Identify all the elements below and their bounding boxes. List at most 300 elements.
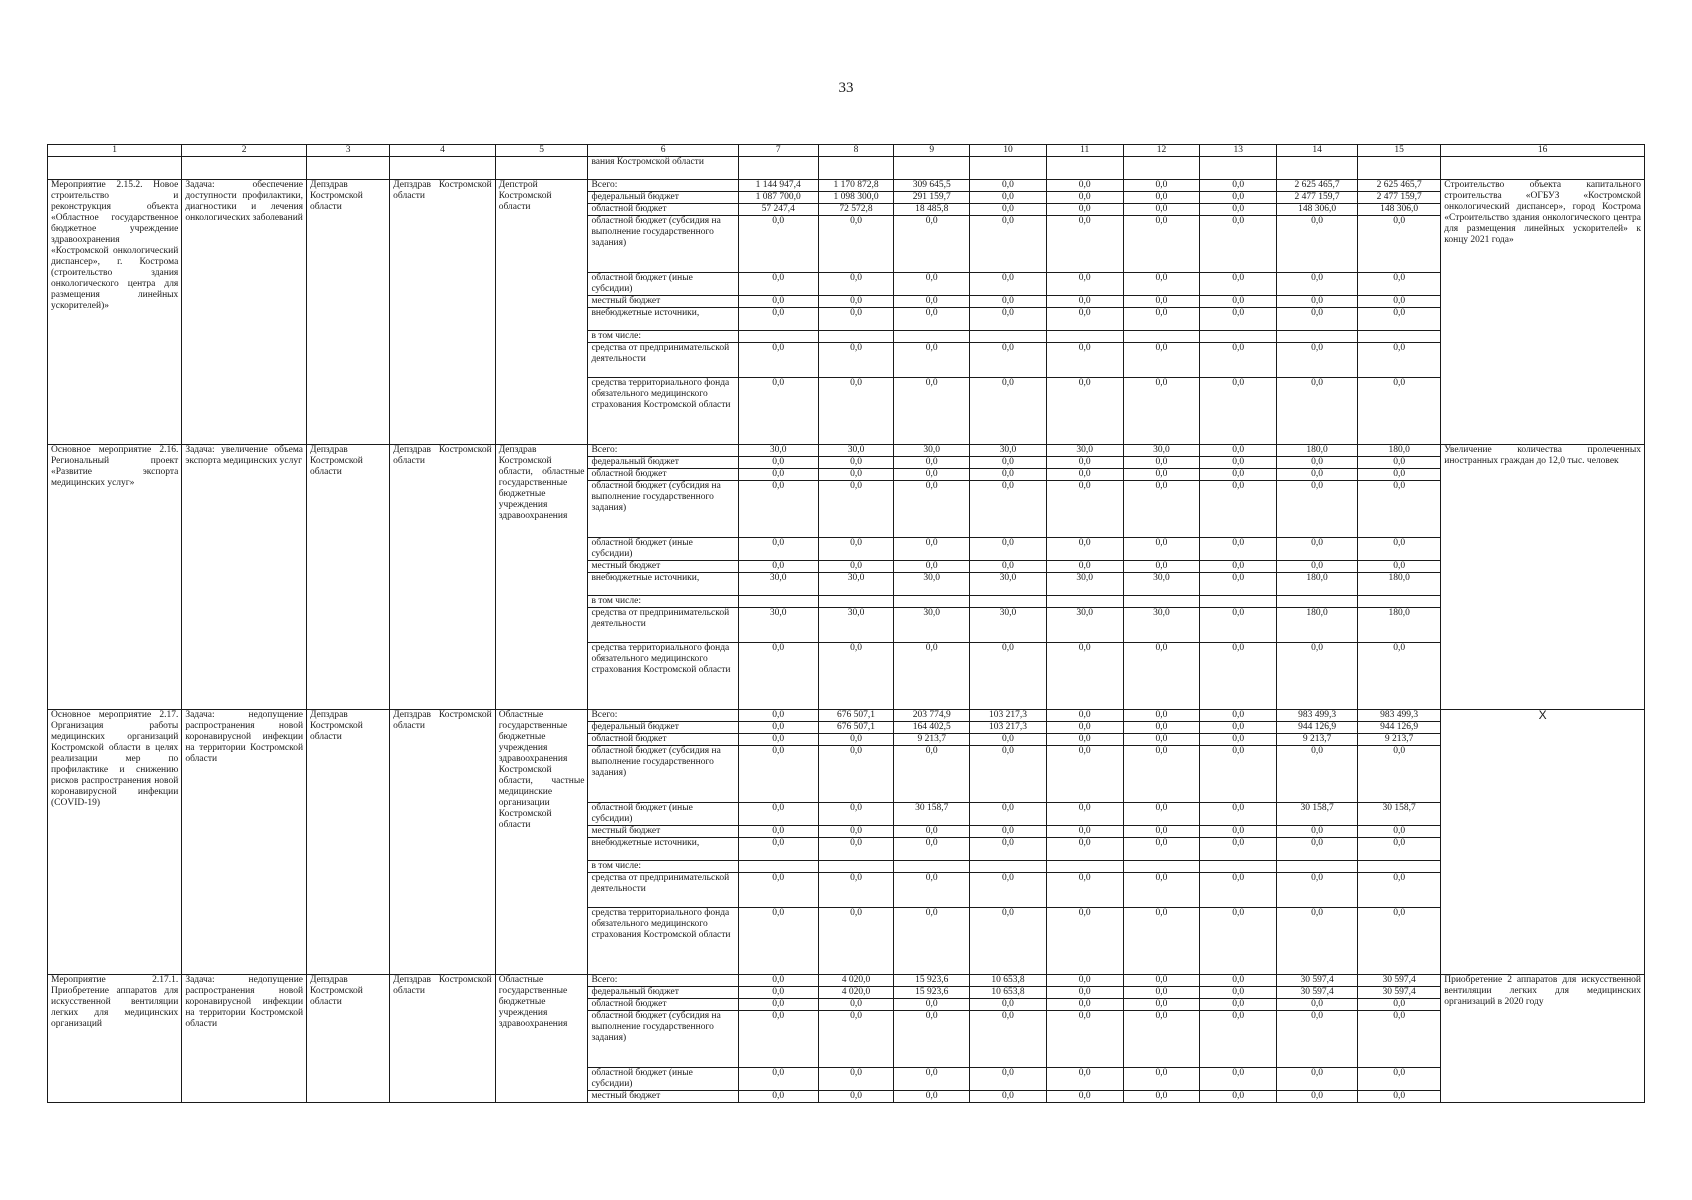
amount-cell: 0,0 (1200, 1091, 1277, 1103)
amount-cell: 0,0 (970, 908, 1047, 975)
amount-cell: 0,0 (1358, 1091, 1441, 1103)
amount-cell: 30 158,7 (894, 803, 970, 826)
amount-cell: 0,0 (1358, 481, 1441, 538)
amount-cell: 0,0 (894, 999, 970, 1011)
amount-cell: 30,0 (894, 573, 970, 596)
amount-cell: 0,0 (1123, 908, 1200, 975)
amount-cell: 1 087 700,0 (738, 192, 818, 204)
amount-cell: 0,0 (894, 296, 970, 308)
amount-cell: 2 477 159,7 (1358, 192, 1441, 204)
amount-cell: 9 213,7 (1358, 734, 1441, 746)
funding-source: областной бюджет (субсидия на выполнение государственного задания) (588, 216, 738, 273)
amount-cell: 0,0 (818, 1011, 894, 1068)
funding-source: федеральный бюджет (588, 457, 738, 469)
amount-cell: 148 306,0 (1277, 204, 1358, 216)
amount-cell: 0,0 (738, 722, 818, 734)
amount-cell: 0,0 (1123, 1091, 1200, 1103)
amount-cell: 0,0 (818, 826, 894, 838)
amount-cell: 0,0 (1358, 1011, 1441, 1068)
amount-cell: 0,0 (738, 457, 818, 469)
amount-cell: 30,0 (738, 573, 818, 596)
amount-cell: 0,0 (1123, 180, 1200, 192)
amount-cell: 0,0 (894, 481, 970, 538)
amount-cell: 0,0 (970, 192, 1047, 204)
funding-source: областной бюджет (иные субсидии) (588, 1068, 738, 1091)
amount-cell (1046, 331, 1123, 343)
amount-cell: 0,0 (1046, 343, 1123, 378)
amount-cell: 164 402,5 (894, 722, 970, 734)
amount-cell (970, 596, 1047, 608)
amount-cell: 0,0 (894, 216, 970, 273)
amount-cell: 0,0 (1200, 445, 1277, 457)
amount-cell: 0,0 (1046, 204, 1123, 216)
amount-cell: 0,0 (894, 1068, 970, 1091)
amount-cell (818, 861, 894, 873)
amount-cell: 0,0 (738, 273, 818, 296)
amount-cell: 2 625 465,7 (1277, 180, 1358, 192)
amount-cell: 30 597,4 (1277, 975, 1358, 987)
amount-cell: 0,0 (894, 838, 970, 861)
amount-cell: 30,0 (894, 445, 970, 457)
amount-cell: 0,0 (818, 999, 894, 1011)
amount-cell (1358, 861, 1441, 873)
coordinator-cell: Депздрав Костромской области (390, 710, 496, 975)
amount-cell: 0,0 (1200, 469, 1277, 481)
amount-cell: 0,0 (894, 908, 970, 975)
amount-cell: 30,0 (970, 608, 1047, 643)
amount-cell: 0,0 (1123, 987, 1200, 999)
amount-cell: 4 020,0 (818, 975, 894, 987)
amount-cell: 0,0 (1123, 734, 1200, 746)
executor-cell: Депстрой Костромской области (495, 180, 588, 445)
amount-cell: 0,0 (1123, 873, 1200, 908)
amount-cell: 9 213,7 (894, 734, 970, 746)
amount-cell: 983 499,3 (1358, 710, 1441, 722)
amount-cell: 0,0 (818, 378, 894, 445)
amount-cell: 103 217,3 (970, 722, 1047, 734)
amount-cell: 0,0 (1046, 180, 1123, 192)
budget-table (47, 144, 1645, 1103)
amount-cell: 30,0 (970, 573, 1047, 596)
amount-cell: 0,0 (894, 469, 970, 481)
amount-cell: 0,0 (1046, 308, 1123, 331)
funding-source: средства территориального фонда обязательного медицинского страхования Костромской области (588, 908, 738, 975)
event-name: Мероприятие 2.15.2. Новое строительство и реконструкция объекта «Областное государственное бюджетное учреждение здравоохранения «Костромской онкологический диспансер», г. Кострома (строительство здания онкологического центра для размещения линейных ускорителей)» (48, 180, 182, 445)
amount-cell: 0,0 (738, 1091, 818, 1103)
amount-cell (1046, 596, 1123, 608)
amount-cell: 0,0 (894, 1011, 970, 1068)
col-header: 4 (390, 145, 496, 157)
funding-source: Всего: (588, 710, 738, 722)
amount-cell: 0,0 (1200, 710, 1277, 722)
amount-cell: 0,0 (1123, 204, 1200, 216)
amount-cell: 0,0 (818, 1091, 894, 1103)
amount-cell: 0,0 (1358, 561, 1441, 573)
amount-cell: 0,0 (738, 378, 818, 445)
amount-cell: 30,0 (818, 608, 894, 643)
table-row (48, 975, 1645, 987)
amount-cell: 0,0 (1200, 608, 1277, 643)
funding-source: областной бюджет (иные субсидии) (588, 273, 738, 296)
amount-cell: 0,0 (1277, 643, 1358, 710)
amount-cell: 0,0 (1358, 469, 1441, 481)
funding-source: средства территориального фонда обязательного медицинского страхования Костромской области (588, 643, 738, 710)
amount-cell: 0,0 (970, 216, 1047, 273)
amount-cell: 0,0 (1200, 643, 1277, 710)
amount-cell: 0,0 (738, 561, 818, 573)
amount-cell: 0,0 (1046, 826, 1123, 838)
amount-cell: 0,0 (738, 826, 818, 838)
amount-cell (894, 861, 970, 873)
amount-cell: 0,0 (1200, 987, 1277, 999)
amount-cell: 0,0 (970, 204, 1047, 216)
amount-cell: 0,0 (1277, 273, 1358, 296)
amount-cell: 0,0 (894, 643, 970, 710)
amount-cell: 944 126,9 (1358, 722, 1441, 734)
amount-cell: 0,0 (970, 746, 1047, 803)
amount-cell: 0,0 (1200, 180, 1277, 192)
amount-cell: 0,0 (894, 746, 970, 803)
col-header: 11 (1046, 145, 1123, 157)
amount-cell (1277, 331, 1358, 343)
amount-cell: 0,0 (970, 826, 1047, 838)
amount-cell (894, 331, 970, 343)
amount-cell: 0,0 (818, 561, 894, 573)
amount-cell: 0,0 (894, 457, 970, 469)
amount-cell: 30,0 (1123, 573, 1200, 596)
amount-cell (970, 861, 1047, 873)
funding-source: областной бюджет (иные субсидии) (588, 538, 738, 561)
event-name: Основное мероприятие 2.16. Региональный проект «Развитие экспорта медицинских услуг» (48, 445, 182, 710)
amount-cell: 0,0 (1200, 722, 1277, 734)
col-header: 2 (182, 145, 307, 157)
amount-cell: 0,0 (970, 873, 1047, 908)
amount-cell: 30 158,7 (1277, 803, 1358, 826)
result-cell: Приобретение 2 аппаратов для искусственной вентиляции легких для медицинских организаций в 2020 году (1441, 975, 1645, 1103)
amount-cell (1358, 596, 1441, 608)
coordinator-cell: Депздрав Костромской области (390, 445, 496, 710)
funding-source: в том числе: (588, 331, 738, 343)
amount-cell: 0,0 (738, 469, 818, 481)
amount-cell: 0,0 (970, 1068, 1047, 1091)
carryover-text: вания Костромской области (588, 157, 738, 180)
col-header: 3 (307, 145, 390, 157)
amount-cell: 0,0 (970, 273, 1047, 296)
funding-source: областной бюджет (588, 204, 738, 216)
col-header: 6 (588, 145, 738, 157)
funding-source: Всего: (588, 180, 738, 192)
amount-cell (970, 331, 1047, 343)
amount-cell: 0,0 (738, 873, 818, 908)
amount-cell: 0,0 (1200, 999, 1277, 1011)
amount-cell (738, 331, 818, 343)
col-header: 1 (48, 145, 182, 157)
amount-cell: 0,0 (1200, 908, 1277, 975)
amount-cell: 180,0 (1277, 445, 1358, 457)
funding-source: средства от предпринимательской деятельности (588, 343, 738, 378)
amount-cell: 0,0 (738, 746, 818, 803)
amount-cell: 0,0 (1200, 573, 1277, 596)
amount-cell: 0,0 (1358, 308, 1441, 331)
amount-cell: 0,0 (1277, 538, 1358, 561)
amount-cell: 10 653,8 (970, 975, 1047, 987)
amount-cell: 0,0 (894, 1091, 970, 1103)
amount-cell: 0,0 (738, 975, 818, 987)
amount-cell: 0,0 (818, 746, 894, 803)
customer-cell: Депздрав Костромской области (307, 975, 390, 1103)
amount-cell: 0,0 (970, 343, 1047, 378)
amount-cell: 0,0 (738, 481, 818, 538)
amount-cell (894, 596, 970, 608)
page-number: 33 (838, 80, 854, 96)
amount-cell: 0,0 (1123, 803, 1200, 826)
amount-cell: 0,0 (1046, 1011, 1123, 1068)
amount-cell: 0,0 (1200, 561, 1277, 573)
funding-source: внебюджетные источники, (588, 308, 738, 331)
funding-source: местный бюджет (588, 826, 738, 838)
amount-cell: 10 653,8 (970, 987, 1047, 999)
amount-cell: 0,0 (1358, 538, 1441, 561)
event-name: Основное мероприятие 2.17. Организация работы медицинских организаций Костромской области в целях реализации мер по профилактике и снижению рисков распространения новой коронавирусной инфекции (COVID-19) (48, 710, 182, 975)
amount-cell: 0,0 (1277, 873, 1358, 908)
funding-source: средства от предпринимательской деятельности (588, 873, 738, 908)
funding-source: местный бюджет (588, 1091, 738, 1103)
amount-cell: 0,0 (1046, 1068, 1123, 1091)
amount-cell: 0,0 (1123, 1011, 1200, 1068)
amount-cell: 0,0 (1277, 1068, 1358, 1091)
amount-cell: 0,0 (1046, 722, 1123, 734)
amount-cell: 1 144 947,4 (738, 180, 818, 192)
amount-cell: 0,0 (1200, 1068, 1277, 1091)
amount-cell: 0,0 (1200, 826, 1277, 838)
amount-cell: 0,0 (818, 873, 894, 908)
amount-cell: 0,0 (894, 561, 970, 573)
amount-cell: 0,0 (894, 273, 970, 296)
amount-cell: 180,0 (1277, 573, 1358, 596)
amount-cell: 0,0 (1200, 308, 1277, 331)
funding-source: Всего: (588, 445, 738, 457)
amount-cell: 0,0 (818, 643, 894, 710)
amount-cell: 0,0 (1358, 216, 1441, 273)
amount-cell: 0,0 (1046, 734, 1123, 746)
funding-source: средства территориального фонда обязательного медицинского страхования Костромской области (588, 378, 738, 445)
amount-cell: 0,0 (1200, 481, 1277, 538)
header-row (48, 145, 1645, 157)
amount-cell: 0,0 (894, 826, 970, 838)
amount-cell: 180,0 (1277, 608, 1358, 643)
amount-cell: 0,0 (1123, 999, 1200, 1011)
amount-cell: 0,0 (818, 908, 894, 975)
amount-cell: 0,0 (818, 308, 894, 331)
amount-cell: 0,0 (1358, 1068, 1441, 1091)
amount-cell: 0,0 (1200, 457, 1277, 469)
amount-cell: 0,0 (738, 643, 818, 710)
amount-cell: 0,0 (1200, 192, 1277, 204)
amount-cell: 0,0 (1277, 908, 1358, 975)
funding-source: областной бюджет (588, 469, 738, 481)
amount-cell: 0,0 (1123, 192, 1200, 204)
amount-cell: 0,0 (1277, 746, 1358, 803)
amount-cell: 30,0 (1046, 608, 1123, 643)
amount-cell: 0,0 (894, 308, 970, 331)
amount-cell (1200, 596, 1277, 608)
coordinator-cell: Депздрав Костромской области (390, 180, 496, 445)
amount-cell: 0,0 (1123, 216, 1200, 273)
funding-source: внебюджетные источники, (588, 838, 738, 861)
amount-cell: 30,0 (738, 608, 818, 643)
amount-cell: 15 923,6 (894, 987, 970, 999)
amount-cell: 0,0 (1123, 538, 1200, 561)
amount-cell: 30,0 (1046, 445, 1123, 457)
amount-cell: 0,0 (818, 803, 894, 826)
amount-cell: 0,0 (1046, 378, 1123, 445)
col-header: 13 (1200, 145, 1277, 157)
amount-cell: 0,0 (1046, 296, 1123, 308)
amount-cell: 0,0 (1200, 803, 1277, 826)
amount-cell: 0,0 (1277, 343, 1358, 378)
amount-cell: 0,0 (738, 308, 818, 331)
amount-cell: 180,0 (1358, 445, 1441, 457)
amount-cell: 0,0 (1200, 734, 1277, 746)
funding-source: федеральный бюджет (588, 192, 738, 204)
amount-cell (1277, 861, 1358, 873)
amount-cell: 0,0 (1046, 561, 1123, 573)
amount-cell: 0,0 (894, 378, 970, 445)
amount-cell: 72 572,8 (818, 204, 894, 216)
amount-cell: 0,0 (1277, 481, 1358, 538)
col-header: 12 (1123, 145, 1200, 157)
amount-cell: 0,0 (1200, 975, 1277, 987)
amount-cell: 0,0 (1046, 710, 1123, 722)
amount-cell: 676 507,1 (818, 722, 894, 734)
amount-cell (1358, 331, 1441, 343)
executor-cell: Областные государственные бюджетные учреждения здравоохранения Костромской области, частные медицинские организации Костромской области (495, 710, 588, 975)
amount-cell: 0,0 (738, 710, 818, 722)
amount-cell: 0,0 (894, 873, 970, 908)
amount-cell: 0,0 (1277, 999, 1358, 1011)
amount-cell: 0,0 (1277, 469, 1358, 481)
amount-cell: 0,0 (1123, 343, 1200, 378)
amount-cell: 30,0 (970, 445, 1047, 457)
amount-cell: 0,0 (1123, 826, 1200, 838)
funding-source: федеральный бюджет (588, 722, 738, 734)
amount-cell: 30 597,4 (1277, 987, 1358, 999)
amount-cell: 0,0 (970, 838, 1047, 861)
amount-cell: 0,0 (1123, 710, 1200, 722)
amount-cell: 0,0 (1123, 975, 1200, 987)
amount-cell (738, 861, 818, 873)
amount-cell: 0,0 (1358, 746, 1441, 803)
amount-cell: 0,0 (1046, 746, 1123, 803)
task-cell: Задача: увеличение объема экспорта медицинских услуг (182, 445, 307, 710)
task-cell: Задача: недопущение распространения новой коронавирусной инфекции на территории Костромской области (182, 975, 307, 1103)
event-name: Мероприятие 2.17.1. Приобретение аппаратов для искусственной вентиляции легких для медицинских организаций (48, 975, 182, 1103)
amount-cell: 0,0 (1046, 481, 1123, 538)
funding-source: областной бюджет (588, 999, 738, 1011)
amount-cell: 0,0 (1046, 457, 1123, 469)
amount-cell: 0,0 (1358, 343, 1441, 378)
amount-cell: 0,0 (1358, 999, 1441, 1011)
amount-cell: 0,0 (1358, 826, 1441, 838)
amount-cell (818, 596, 894, 608)
amount-cell: 0,0 (1358, 457, 1441, 469)
col-header: 9 (894, 145, 970, 157)
amount-cell: 0,0 (818, 1068, 894, 1091)
amount-cell (1123, 861, 1200, 873)
funding-source: в том числе: (588, 596, 738, 608)
amount-cell: 0,0 (1123, 296, 1200, 308)
amount-cell: 0,0 (818, 343, 894, 378)
amount-cell: 30,0 (1123, 608, 1200, 643)
amount-cell: 0,0 (970, 1091, 1047, 1103)
amount-cell: 0,0 (970, 481, 1047, 538)
col-header: 15 (1358, 145, 1441, 157)
amount-cell: 0,0 (1046, 469, 1123, 481)
amount-cell: 15 923,6 (894, 975, 970, 987)
amount-cell: 0,0 (818, 216, 894, 273)
amount-cell: 0,0 (738, 838, 818, 861)
amount-cell: 4 020,0 (818, 987, 894, 999)
funding-source: областной бюджет (588, 734, 738, 746)
amount-cell (1123, 596, 1200, 608)
col-header: 8 (818, 145, 894, 157)
amount-cell: 30,0 (818, 445, 894, 457)
amount-cell: 203 774,9 (894, 710, 970, 722)
executor-cell: Областные государственные бюджетные учреждения здравоохранения (495, 975, 588, 1103)
funding-source: в том числе: (588, 861, 738, 873)
amount-cell: 0,0 (1200, 538, 1277, 561)
amount-cell: 0,0 (738, 538, 818, 561)
amount-cell: 0,0 (738, 296, 818, 308)
amount-cell: 0,0 (738, 803, 818, 826)
amount-cell: 0,0 (894, 538, 970, 561)
amount-cell: 309 645,5 (894, 180, 970, 192)
amount-cell (1200, 861, 1277, 873)
funding-source: областной бюджет (субсидия на выполнение государственного задания) (588, 1011, 738, 1068)
executor-cell: Депздрав Костромской области, областные государственные бюджетные учреждения здравоохранения (495, 445, 588, 710)
amount-cell: 0,0 (818, 296, 894, 308)
amount-cell: 2 625 465,7 (1358, 180, 1441, 192)
amount-cell: 0,0 (970, 378, 1047, 445)
amount-cell: 0,0 (818, 838, 894, 861)
col-header: 14 (1277, 145, 1358, 157)
funding-source: местный бюджет (588, 296, 738, 308)
funding-source: средства от предпринимательской деятельности (588, 608, 738, 643)
amount-cell: 0,0 (1046, 999, 1123, 1011)
amount-cell: 0,0 (1046, 908, 1123, 975)
amount-cell: 0,0 (1200, 216, 1277, 273)
amount-cell: 0,0 (1200, 1011, 1277, 1068)
amount-cell: 0,0 (894, 343, 970, 378)
amount-cell: 0,0 (970, 1011, 1047, 1068)
amount-cell: 291 159,7 (894, 192, 970, 204)
funding-source: Всего: (588, 975, 738, 987)
amount-cell: 0,0 (970, 296, 1047, 308)
amount-cell: 0,0 (1358, 873, 1441, 908)
customer-cell: Депздрав Костромской области (307, 445, 390, 710)
amount-cell: 180,0 (1358, 573, 1441, 596)
amount-cell: 0,0 (970, 308, 1047, 331)
amount-cell: 30,0 (818, 573, 894, 596)
amount-cell: 0,0 (1277, 826, 1358, 838)
amount-cell: 944 126,9 (1277, 722, 1358, 734)
amount-cell: 0,0 (1277, 1091, 1358, 1103)
amount-cell: 0,0 (1200, 378, 1277, 445)
funding-source: внебюджетные источники, (588, 573, 738, 596)
amount-cell: 0,0 (970, 999, 1047, 1011)
amount-cell: 676 507,1 (818, 710, 894, 722)
col-header: 16 (1441, 145, 1645, 157)
